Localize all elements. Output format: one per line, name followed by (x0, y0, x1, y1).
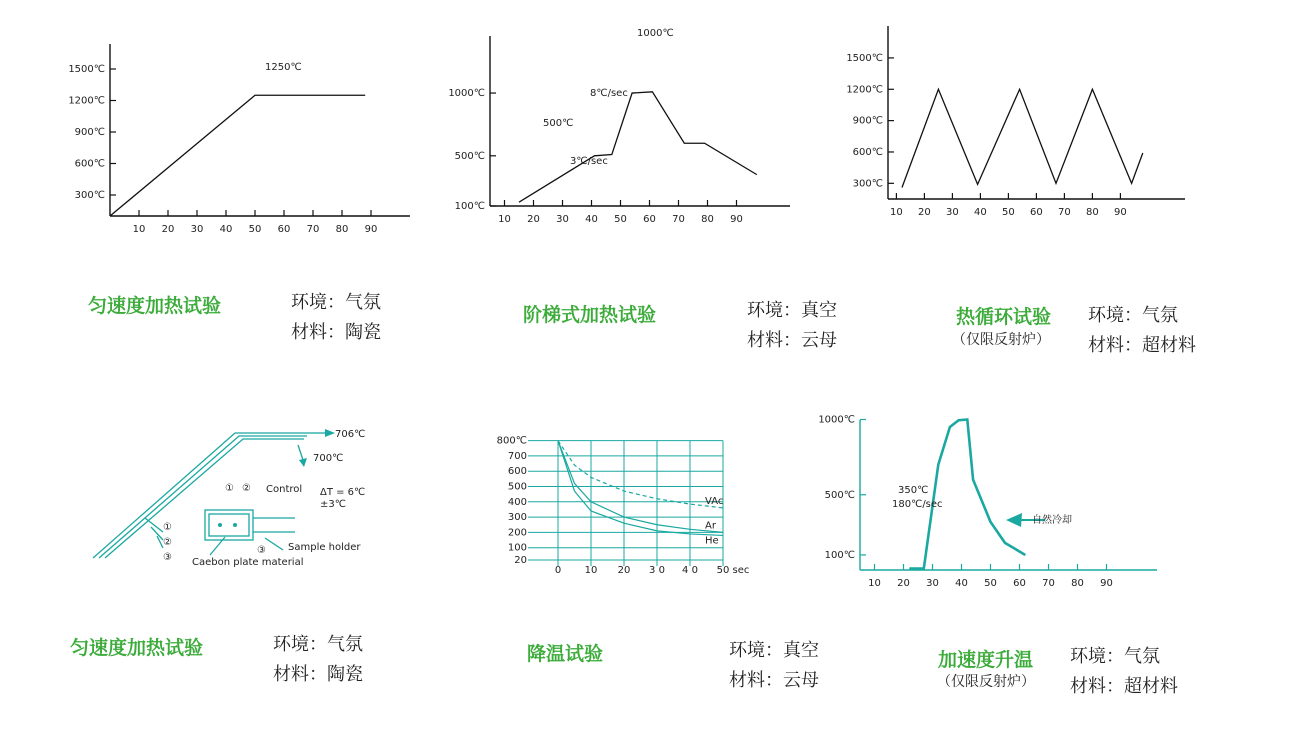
x-tick-label: 30 (556, 214, 569, 225)
x-tick-label: 70 (306, 224, 320, 235)
y-tick-label: 400 (507, 496, 527, 508)
x-tick-label: 60 (1013, 578, 1026, 589)
series-line (519, 92, 757, 202)
series-label: He (705, 535, 719, 547)
y-tick-label: 700 (507, 450, 527, 462)
env-label: 环境：气氛 (291, 292, 381, 313)
x-tick-label: 60 (277, 224, 291, 235)
y-tick-label: 900℃ (74, 127, 105, 138)
chart-accelerated-heating (800, 395, 1170, 595)
series-label: VAc (705, 495, 724, 507)
chart-thermal-cycle (840, 20, 1200, 225)
y-tick-label: 300℃ (74, 190, 105, 201)
chart-svg (496, 405, 770, 585)
chart-svg (840, 20, 1200, 225)
annotation-rate-fast: 8℃/sec (590, 88, 628, 99)
marker-leaders (145, 518, 163, 548)
chart-step-heating (430, 20, 800, 230)
panel-title: 匀速度加热试验 (70, 637, 204, 659)
y-tick-label: 600 (507, 466, 527, 478)
x-tick-label: 0 (554, 565, 562, 576)
y-tick-label: 1500℃ (846, 52, 883, 64)
panel-subnote: （仅限反射炉） (937, 674, 1035, 690)
material-label: 材料：超材料 (1088, 335, 1196, 356)
x-tick-label: 30 (190, 224, 204, 235)
panel-info (1088, 301, 1196, 361)
panel-subnote: （仅限反射炉） (952, 332, 1050, 348)
x-tick-label: 10 (868, 578, 881, 589)
label-706: 706℃ (335, 429, 366, 440)
x-tick-label: 20 (161, 224, 175, 235)
x-tick-label: 80 (335, 224, 349, 235)
x-tick-label: 30 (946, 207, 959, 218)
x-tick-label: 90 (364, 224, 378, 235)
x-tick-label: 10 (132, 224, 146, 235)
chart-cooling (496, 405, 770, 585)
label-sample-holder: Sample holder (288, 542, 361, 553)
x-tick-label: 10 (498, 214, 511, 225)
wire-2 (99, 436, 307, 558)
chart-svg (800, 395, 1170, 595)
marker-1: ① (225, 483, 234, 494)
material-label: 材料：云母 (729, 670, 819, 691)
dot-1 (218, 523, 222, 527)
label-tolerance: ±3℃ (320, 499, 346, 510)
diagram-thermocouple-setup (85, 415, 385, 585)
panel-title: 阶梯式加热试验 (523, 304, 657, 326)
material-label: 材料：陶瓷 (273, 664, 363, 685)
x-tick-label: 90 (1100, 578, 1113, 589)
series-line (110, 95, 365, 216)
series-line (902, 89, 1143, 187)
x-tick-label: 80 (1071, 578, 1084, 589)
y-tick-label: 100 (507, 542, 527, 554)
x-tick-label: 90 (730, 214, 743, 225)
arrow-line-down (298, 445, 303, 460)
y-tick-label: 300 (507, 512, 527, 524)
x-tick-label: 20 (527, 214, 540, 225)
y-tick-label: 1200℃ (846, 84, 883, 96)
y-tick-label: 300℃ (852, 178, 883, 190)
env-label: 环境：气氛 (1070, 646, 1160, 667)
x-tick-label: 3 0 (649, 565, 665, 576)
material-label: 材料：云母 (747, 330, 837, 351)
x-tick-label: 60 (1030, 207, 1043, 218)
x-tick-label: 30 (926, 578, 939, 589)
x-tick-label: 80 (1086, 207, 1099, 218)
x-tick-label: 80 (701, 214, 714, 225)
x-tick-label: 70 (1042, 578, 1055, 589)
x-tick-label: 50 sec (716, 565, 750, 576)
y-tick-label: 500℃ (824, 489, 855, 501)
y-tick-label: 500℃ (454, 150, 485, 162)
x-tick-label: 40 (955, 578, 968, 589)
y-tick-label: 200 (507, 527, 527, 539)
x-tick-label: 20 (918, 207, 931, 218)
annotation-rate-slow: 3℃/sec (570, 156, 608, 167)
y-tick-label: 1200℃ (68, 95, 105, 107)
panel-info (1070, 642, 1178, 702)
arrow-down-head (299, 458, 307, 467)
marker-3: ③ (163, 552, 172, 563)
holder-leader (265, 538, 283, 550)
x-tick-label: 20 (897, 578, 910, 589)
panel-info (747, 296, 837, 356)
y-tick-label: 100℃ (824, 549, 855, 561)
panel-info (729, 636, 819, 696)
panel-info (291, 288, 381, 348)
x-tick-label: 70 (672, 214, 685, 225)
y-tick-label: 900℃ (852, 115, 883, 127)
y-tick-label: 600℃ (74, 158, 105, 170)
series-line (558, 441, 723, 508)
marker-2: ② (242, 483, 251, 494)
label-delta-t: ΔT = 6℃ (320, 487, 366, 498)
y-tick-label: 1000℃ (818, 414, 855, 426)
marker-1: ① (163, 522, 172, 533)
chart-svg (60, 30, 420, 245)
dot-2 (233, 523, 237, 527)
chart-svg (430, 20, 800, 230)
chart-uniform-heating-1 (60, 30, 420, 245)
x-tick-label: 60 (643, 214, 656, 225)
env-label: 环境：气氛 (273, 634, 363, 655)
material-label: 材料：超材料 (1070, 676, 1178, 697)
series-label: Ar (705, 520, 716, 532)
y-tick-label: 20 (514, 554, 527, 566)
panel-title: 匀速度加热试验 (88, 295, 222, 317)
x-tick-label: 50 (248, 224, 262, 235)
panel-title: 热循环试验 (956, 306, 1052, 328)
x-tick-label: 4 0 (682, 565, 698, 576)
env-label: 环境：真空 (747, 300, 837, 321)
y-tick-label: 1500℃ (68, 64, 105, 75)
material-label: 材料：陶瓷 (291, 322, 381, 343)
diagram-svg (85, 415, 385, 585)
label-control: Control (266, 484, 303, 495)
env-label: 环境：真空 (729, 640, 819, 661)
x-tick-label: 70 (1058, 207, 1071, 218)
marker-2: ② (163, 537, 172, 548)
x-tick-label: 20 (617, 565, 631, 576)
label-plate-material: Caebon plate material (192, 557, 304, 568)
holder-leads (253, 518, 295, 532)
y-tick-label: 600℃ (852, 146, 883, 158)
panel-title: 降温试验 (527, 643, 604, 665)
label-700: 700℃ (313, 453, 344, 464)
x-tick-label: 40 (974, 207, 987, 218)
x-tick-label: 90 (1114, 207, 1127, 218)
annotation-natural-cooling: 自然冷却 (1032, 515, 1072, 526)
panel-info (273, 630, 363, 690)
y-tick-label: 800℃ (496, 435, 527, 447)
wire-1 (93, 433, 310, 558)
arrow-out-head (325, 429, 335, 437)
annotation-rate-top: 350℃ (898, 485, 929, 496)
arrow-head (1006, 513, 1022, 527)
x-tick-label: 50 (984, 578, 997, 589)
y-tick-label: 100℃ (454, 201, 485, 212)
x-tick-label: 40 (219, 224, 233, 235)
y-tick-label: 1000℃ (448, 88, 485, 100)
annotation-500: 500℃ (543, 118, 574, 129)
x-tick-label: 50 (614, 214, 627, 225)
annotation-1250: 1250℃ (265, 62, 302, 73)
x-tick-label: 10 (890, 207, 903, 218)
y-tick-label: 500 (507, 481, 527, 493)
carbon-plate (209, 514, 249, 536)
x-tick-label: 10 (584, 565, 598, 576)
x-tick-label: 40 (585, 214, 598, 225)
panel-title: 加速度升温 (938, 649, 1034, 671)
annotation-peak: 1000℃ (637, 28, 674, 39)
annotation-rate-bottom: 180℃/sec (892, 499, 943, 510)
x-tick-label: 50 (1002, 207, 1015, 218)
env-label: 环境：气氛 (1088, 305, 1178, 326)
marker-3: ③ (257, 545, 266, 556)
